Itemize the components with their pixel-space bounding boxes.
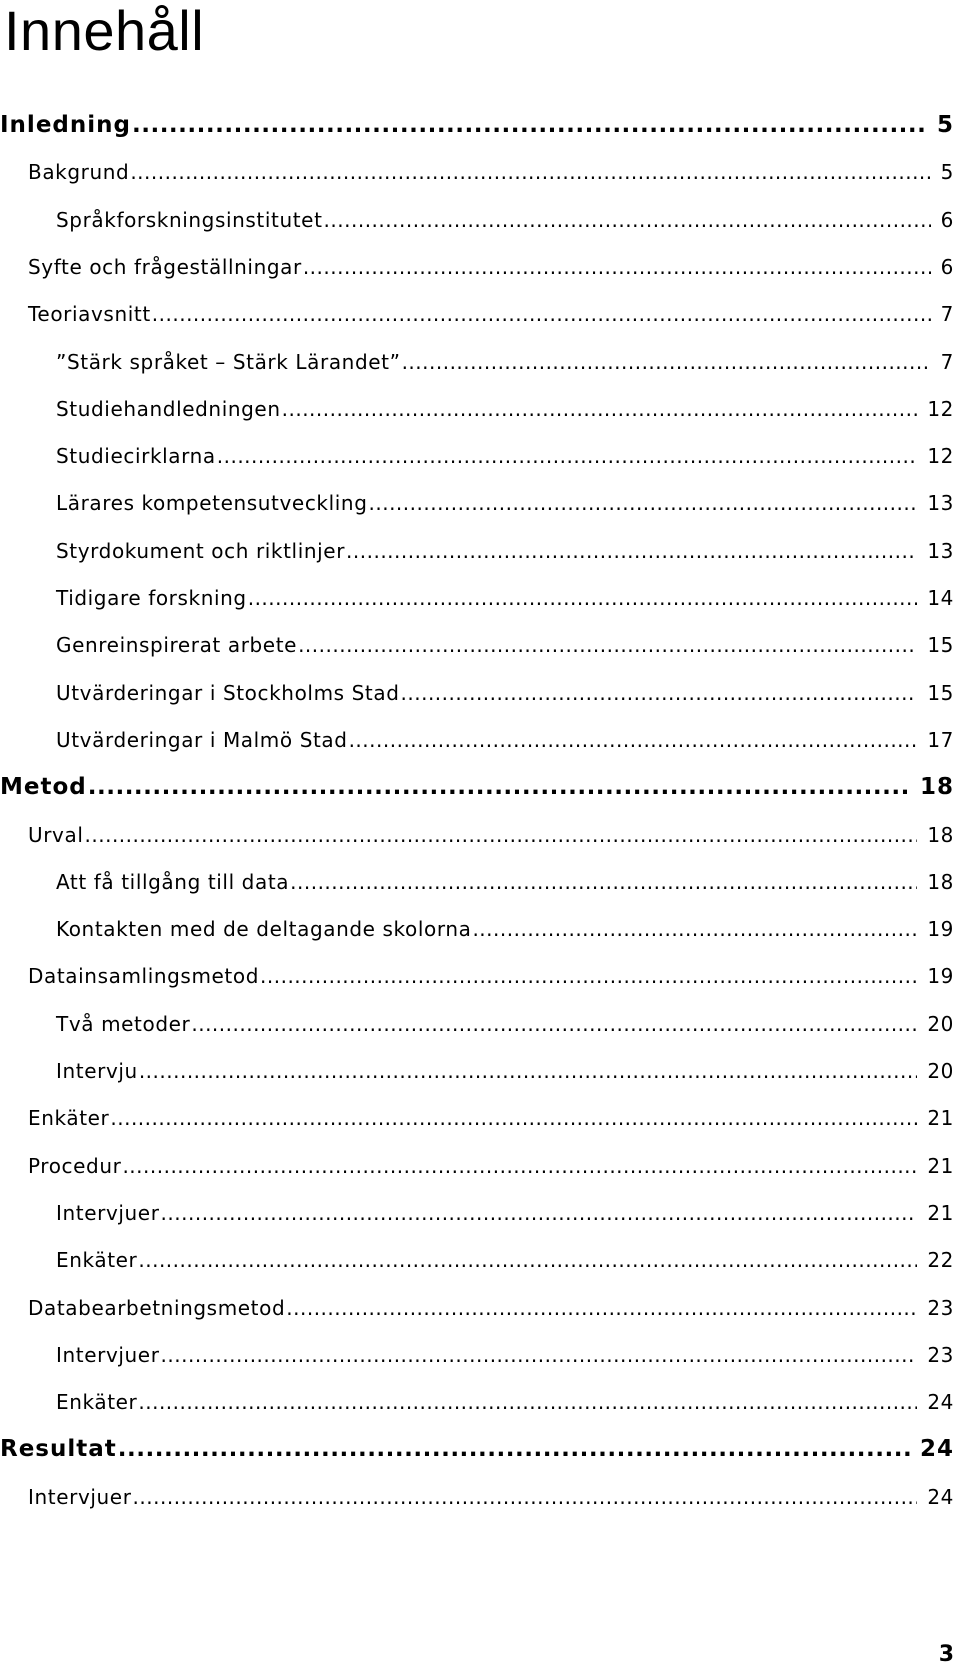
dot-leader xyxy=(85,820,918,850)
toc-entry-label: Enkäter xyxy=(56,1248,138,1273)
toc-entry[interactable] xyxy=(56,536,954,566)
toc-entry-page: 23 xyxy=(927,1342,954,1367)
dot-leader xyxy=(324,205,931,235)
toc-entry[interactable] xyxy=(56,394,954,424)
toc-entry-label: Inledning xyxy=(0,112,131,138)
toc-entry-page: 15 xyxy=(927,633,954,658)
toc-entry-label: Kontakten med de deltagande skolorna xyxy=(56,917,472,942)
toc-entry-label: Metod xyxy=(0,774,87,801)
dot-leader xyxy=(402,347,931,377)
toc-entry-page: 5 xyxy=(936,112,954,138)
toc-entry[interactable] xyxy=(56,1198,954,1228)
toc-entry-label: Procedur xyxy=(28,1153,122,1178)
toc-entry-label: Lärares kompetensutveckling xyxy=(56,491,368,516)
toc-entry-page: 18 xyxy=(919,774,954,801)
toc-entry[interactable] xyxy=(0,772,954,802)
dot-leader xyxy=(139,1056,918,1086)
dot-leader xyxy=(346,536,917,566)
toc-entry[interactable] xyxy=(56,678,954,708)
dot-leader xyxy=(152,299,931,329)
toc-entry-page: 24 xyxy=(919,1436,954,1463)
toc-entry-page: 19 xyxy=(927,917,954,942)
toc-entry-page: 24 xyxy=(927,1484,954,1509)
dot-leader xyxy=(349,725,918,755)
toc-entry-page: 21 xyxy=(927,1153,954,1178)
toc-entry-label: Språkforskningsinstitutet xyxy=(56,207,323,232)
toc-entry-label: Styrdokument och riktlinjer xyxy=(56,538,346,563)
dot-leader xyxy=(282,394,918,424)
dot-leader xyxy=(161,1340,918,1370)
toc-entry-page: 19 xyxy=(927,964,954,989)
toc-entry-page: 20 xyxy=(927,1059,954,1083)
toc-entry-page: 24 xyxy=(927,1390,954,1415)
dot-leader xyxy=(191,1009,917,1039)
toc-entry-label: Intervju xyxy=(56,1059,138,1083)
toc-entry[interactable] xyxy=(28,820,954,850)
toc-entry-label: Resultat xyxy=(0,1436,117,1463)
toc-entry[interactable] xyxy=(56,1056,954,1086)
toc-entry-label: Intervjuer xyxy=(56,1342,160,1367)
toc-entry[interactable] xyxy=(56,488,954,518)
toc-entry-page: 7 xyxy=(940,302,954,327)
toc-entry-page: 13 xyxy=(927,491,954,516)
dot-leader xyxy=(118,1434,910,1464)
dot-leader xyxy=(286,1293,917,1323)
toc-entry-label: Enkäter xyxy=(28,1106,110,1131)
toc-entry-label: Datainsamlingsmetod xyxy=(28,964,260,989)
toc-entry-page: 17 xyxy=(927,727,954,752)
toc-entry[interactable] xyxy=(56,1245,954,1275)
toc-entry[interactable] xyxy=(56,583,954,613)
toc-entry-page: 23 xyxy=(927,1295,954,1320)
toc-entry-label: Utvärderingar i Malmö Stad xyxy=(56,727,348,752)
toc-entry-label: ”Stärk språket – Stärk Lärandet” xyxy=(56,349,401,374)
toc-entry-page: 21 xyxy=(927,1106,954,1131)
toc-entry-label: Genreinspirerat arbete xyxy=(56,633,298,658)
toc-entry-page: 6 xyxy=(940,207,954,232)
toc-entry-label: Syfte och frågeställningar xyxy=(28,254,302,279)
toc-entry-page: 5 xyxy=(940,160,954,185)
dot-leader xyxy=(132,110,927,140)
dot-leader xyxy=(472,914,917,944)
toc-entry-page: 18 xyxy=(927,822,954,847)
toc-entry[interactable] xyxy=(56,1009,954,1039)
toc-entry-page: 13 xyxy=(927,538,954,563)
dot-leader xyxy=(130,157,930,187)
dot-leader xyxy=(122,1151,917,1181)
dot-leader xyxy=(138,1387,917,1417)
dot-leader xyxy=(161,1198,918,1228)
toc-entry[interactable] xyxy=(56,205,954,235)
dot-leader xyxy=(303,252,931,282)
dot-leader xyxy=(217,441,918,471)
toc-entry-label: Tidigare forskning xyxy=(56,586,247,610)
toc-entry-page: 18 xyxy=(927,869,954,894)
toc-entry-page: 21 xyxy=(927,1200,954,1225)
toc-entry-page: 14 xyxy=(927,586,954,610)
toc-entry[interactable] xyxy=(28,961,954,991)
dot-leader xyxy=(260,961,917,991)
toc-entry-page: 20 xyxy=(927,1011,954,1036)
page-number: 3 xyxy=(938,1642,954,1667)
toc-entry-page: 12 xyxy=(927,444,954,469)
toc-entry[interactable] xyxy=(0,110,954,140)
dot-leader xyxy=(298,630,917,660)
toc-entry[interactable] xyxy=(28,299,954,329)
toc-entry-label: Två metoder xyxy=(56,1011,191,1036)
toc-entry[interactable] xyxy=(28,1482,954,1512)
dot-leader xyxy=(290,867,917,897)
toc-entry-page: 7 xyxy=(940,349,954,374)
toc-entry-label: Utvärderingar i Stockholms Stad xyxy=(56,680,400,705)
toc-entry-label: Studiecirklarna xyxy=(56,444,216,469)
toc-entry-label: Urval xyxy=(28,822,84,847)
toc-entry-label: Intervjuer xyxy=(28,1484,132,1509)
toc-entry[interactable] xyxy=(56,441,954,471)
dot-leader xyxy=(138,1245,917,1275)
toc-entry[interactable] xyxy=(28,1151,954,1181)
dot-leader xyxy=(133,1482,918,1512)
dot-leader xyxy=(369,488,918,518)
toc-entry[interactable] xyxy=(0,1434,954,1464)
toc-entry-label: Teoriavsnitt xyxy=(28,302,151,327)
toc-entry[interactable] xyxy=(56,630,954,660)
toc-entry[interactable] xyxy=(56,1340,954,1370)
toc-entry[interactable] xyxy=(56,1387,954,1417)
toc-entry-label: Att få tillgång till data xyxy=(56,869,290,894)
toc-entry-label: Enkäter xyxy=(56,1390,138,1415)
toc-entry-page: 12 xyxy=(927,396,954,421)
toc-entry-page: 6 xyxy=(940,254,954,279)
dot-leader xyxy=(248,583,918,613)
toc-entry[interactable] xyxy=(56,914,954,944)
toc-entry-label: Bakgrund xyxy=(28,160,130,185)
toc-entry-label: Intervjuer xyxy=(56,1200,160,1225)
toc-entry[interactable] xyxy=(56,867,954,897)
toc-entry[interactable] xyxy=(28,1293,954,1323)
toc-entry[interactable] xyxy=(28,252,954,282)
dot-leader xyxy=(401,678,918,708)
page-title: Innehåll xyxy=(4,0,205,62)
toc-entry[interactable] xyxy=(56,725,954,755)
toc-entry[interactable] xyxy=(56,347,954,377)
toc-entry-label: Studiehandledningen xyxy=(56,396,281,421)
dot-leader xyxy=(88,772,910,802)
toc-entry[interactable] xyxy=(28,157,954,187)
toc-entry-page: 22 xyxy=(927,1248,954,1273)
toc-entry[interactable] xyxy=(28,1103,954,1133)
dot-leader xyxy=(110,1103,917,1133)
toc-entry-label: Databearbetningsmetod xyxy=(28,1295,286,1320)
toc-entry-page: 15 xyxy=(927,680,954,705)
